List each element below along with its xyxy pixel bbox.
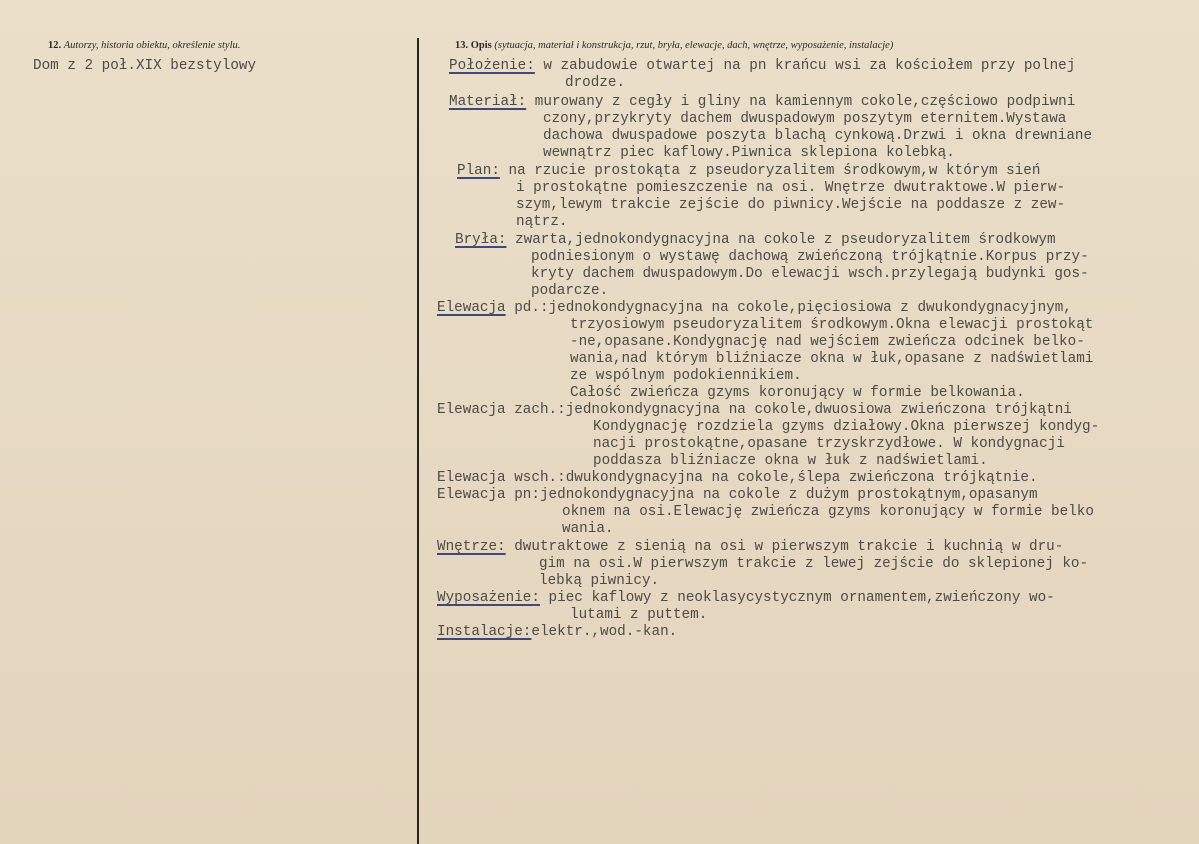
description-line: oknem na osi.Elewację zwieńcza gzyms koronujący w formie belko [562,504,1094,520]
section-12-title: Autorzy, historia obiektu, określenie stylu. [63,40,241,51]
style-value: Dom z 2 poł.XIX bezstylowy [33,58,257,74]
description-line: Materiał: murowany z cegły i gliny na kamiennym cokole,częściowo podpiwni [449,94,1076,110]
field-label: Plan: [457,163,500,179]
description-line: wania. [562,521,614,537]
field-label: Bryła: [455,232,507,248]
description-line: Instalacje:elektr.,wod.-kan. [437,624,678,640]
description-line: Położenie: w zabudowie otwartej na pn krańcu wsi za kościołem przy polnej [449,58,1076,74]
section-12-number: 12. [48,40,62,51]
description-line: podniesionym o wystawę dachową zwieńczoną trójkątnie.Korpus przy- [531,249,1089,265]
description-line: i prostokątne pomieszczenie na osi. Wnętrze dwutraktowe.W pierw- [516,180,1066,196]
description-line: Wyposażenie: piec kaflowy z neoklasycystycznym ornamentem,zwieńczony wo- [437,590,1055,606]
description-line: Bryła: zwarta,jednokondygnacyjna na cokole z pseudoryzalitem środkowym [455,232,1056,248]
field-label: Wyposażenie: [437,590,540,606]
description-line: Wnętrze: dwutraktowe z sienią na osi w pierwszym trakcie i kuchnią w dru- [437,539,1064,555]
description-line: lutami z puttem. [570,607,708,623]
description-line: Plan: na rzucie prostokąta z pseudoryzalitem środkowym,w którym sień [457,163,1041,179]
field-label: Elewacja [437,300,506,316]
column-divider [417,38,419,844]
description-line: wewnątrz piec kaflowy.Piwnica sklepiona kolebką. [543,145,955,161]
description-line: podarcze. [531,283,609,299]
field-label: Położenie: [449,58,535,74]
description-line: kryty dachem dwuspadowym.Do elewacji wsch.przylegają budynki gos- [531,266,1089,282]
section-13-number: 13. Opis [455,40,492,51]
field-label: Instalacje: [437,624,532,640]
description-line: szym,lewym trakcie zejście do piwnicy.Wejście na poddasze z zew- [516,197,1066,213]
section-13-title: (sytuacja, materiał i konstrukcja, rzut, bryła, elewacje, dach, wnętrze, wyposażenie, instalacje) [494,40,894,51]
description-line: wania,nad którym bliźniacze okna w łuk,opasane z nadświetlami [570,351,1094,367]
section-13-heading [455,40,893,51]
description-line: dachowa dwuspadowe poszyta blachą cynkową.Drzwi i okna drewniane [543,128,1093,144]
description-line: Elewacja pd.:jednokondygnacyjna na cokole,pięciosiowa z dwukondygnacyjnym, [437,300,1072,316]
description-line: nacji prostokątne,opasane trzyskrzydłowe. W kondygnacji [593,436,1065,452]
description-line: gim na osi.W pierwszym trakcie z lewej zejście do sklepionej ko- [539,556,1089,572]
description-line: poddasza bliźniacze okna w łuk z nadświetlami. [593,453,988,469]
field-label: Wnętrze: [437,539,506,555]
description-line: czony,przykryty dachem dwuspadowym poszytym eternitem.Wystawa [543,111,1067,127]
description-line: drodze. [565,75,626,91]
description-line: trzyosiowym pseudoryzalitem środkowym.Okna elewacji prostokąt [570,317,1094,333]
section-12-heading [48,40,240,51]
description-line: Całość zwieńcza gzyms koronujący w formie belkowania. [570,385,1025,401]
description-line: Elewacja pn:jednokondygnacyjna na cokole z dużym prostokątnym,opasanym [437,487,1038,503]
field-label: Materiał: [449,94,527,110]
description-line: Elewacja zach.:jednokondygnacyjna na cokole,dwuosiowa zwieńczona trójkątni [437,402,1072,418]
description-line: -ne,opasane.Kondygnację nad wejściem zwieńcza odcinek belko- [570,334,1085,350]
description-line: Elewacja wsch.:dwukondygnacyjna na cokole,ślepa zwieńczona trójkątnie. [437,470,1038,486]
description-line: ze wspólnym podokiennikiem. [570,368,802,384]
description-line: Kondygnację rozdziela gzyms działowy.Okna pierwszej kondyg- [593,419,1100,435]
description-line: lebką piwnicy. [539,573,660,589]
description-line: nątrz. [516,214,568,230]
